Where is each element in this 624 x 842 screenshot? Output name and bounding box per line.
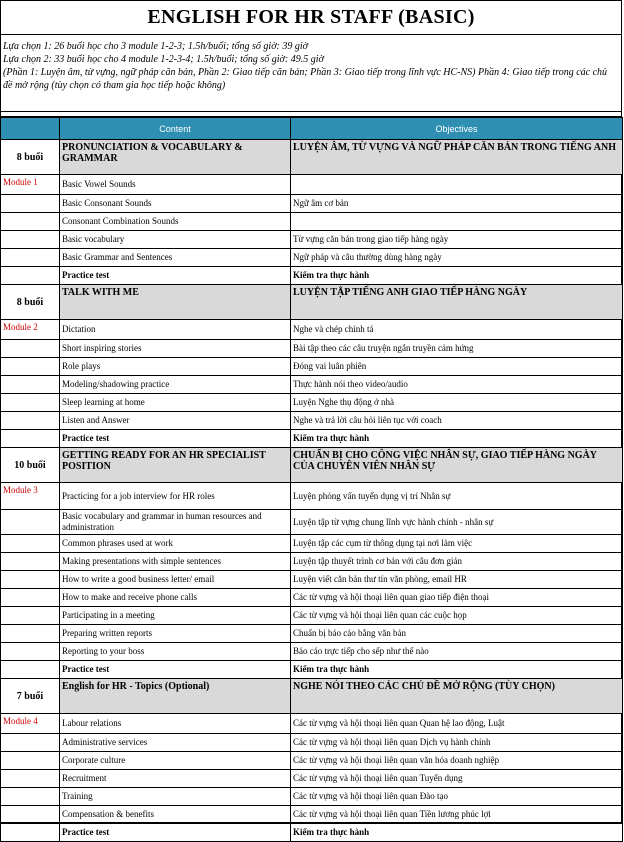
- objective-cell: Luyện viết căn bản thư tín văn phòng, email HR: [291, 571, 623, 589]
- content-cell: Short inspiring stories: [60, 340, 291, 358]
- objective-cell: Luyện tập thuyết trình cơ bản với câu đơn giản: [291, 553, 623, 571]
- objective-cell: Thực hành nói theo video/audio: [291, 376, 623, 394]
- table-row: [1, 589, 623, 607]
- content-cell: Compensation & benefits: [60, 806, 291, 824]
- content-cell: How to make and receive phone calls: [60, 589, 291, 607]
- empty-cell: [1, 770, 60, 788]
- objective-cell: Kiểm tra thực hành: [291, 661, 623, 679]
- table-body: [1, 140, 623, 842]
- empty-cell: [1, 661, 60, 679]
- table-row: [1, 714, 623, 734]
- table-row: [1, 213, 623, 231]
- table-row: [1, 267, 623, 285]
- empty-cell: [1, 752, 60, 770]
- table-row: [1, 340, 623, 358]
- table-row: [1, 249, 623, 267]
- empty-cell: [1, 571, 60, 589]
- objective-cell: Báo cáo trực tiếp cho sếp như thế nào: [291, 643, 623, 661]
- header-objectives: Objectives: [291, 118, 623, 140]
- table-row: [1, 412, 623, 430]
- section-objective: NGHE NÓI THEO CÁC CHỦ ĐỀ MỞ RỘNG (TÙY CHỌN): [291, 679, 623, 714]
- section-heading: PRONUNCIATION & VOCABULARY & GRAMMAR: [60, 140, 291, 175]
- objective-cell: Chuẩn bị báo cáo bằng văn bản: [291, 625, 623, 643]
- empty-cell: [1, 394, 60, 412]
- content-cell: Reporting to your boss: [60, 643, 291, 661]
- objective-cell: Các từ vựng và hội thoại liên quan giao tiếp điện thoại: [291, 589, 623, 607]
- table-row: [1, 358, 623, 376]
- empty-cell: [1, 412, 60, 430]
- objective-cell: Các từ vựng và hội thoại liên quan các cuộc họp: [291, 607, 623, 625]
- empty-cell: [1, 607, 60, 625]
- table-row: [1, 643, 623, 661]
- content-cell: Basic vocabulary and grammar in human resources and administration: [60, 510, 291, 535]
- content-cell: Basic Consonant Sounds: [60, 195, 291, 213]
- content-cell: Practicing for a job interview for HR roles: [60, 483, 291, 510]
- content-cell: Basic Vowel Sounds: [60, 175, 291, 195]
- intro-option-2: Lựa chọn 2: 33 buổi học cho 4 module 1-2-3-4; 1.5h/buổi; tổng số giờ: 49.5 giờ: [3, 54, 324, 65]
- table-row: [1, 376, 623, 394]
- content-cell: Role plays: [60, 358, 291, 376]
- content-cell: Labour relations: [60, 714, 291, 734]
- table-row: [1, 806, 623, 824]
- section-header-row: [1, 679, 623, 714]
- objective-cell: Các từ vựng và hội thoại liên quan Đào tạo: [291, 788, 623, 806]
- content-cell: Modeling/shadowing practice: [60, 376, 291, 394]
- intro-block: [1, 35, 621, 112]
- objective-cell: Từ vựng căn bản trong giao tiếp hàng ngày: [291, 231, 623, 249]
- objective-cell: Luyện phỏng vấn tuyển dụng vị trí Nhân sự: [291, 483, 623, 510]
- section-objective: LUYỆN TẬP TIẾNG ANH GIAO TIẾP HÀNG NGÀY: [291, 285, 623, 320]
- section-header-row: [1, 285, 623, 320]
- empty-cell: [1, 430, 60, 448]
- empty-cell: [1, 213, 60, 231]
- table-row: [1, 625, 623, 643]
- table-row: [1, 231, 623, 249]
- objective-cell: Luyện tập các cụm từ thông dụng tại nơi làm việc: [291, 535, 623, 553]
- content-cell: Recruitment: [60, 770, 291, 788]
- content-cell: Corporate culture: [60, 752, 291, 770]
- objective-cell: Luyện tập từ vựng chung lĩnh vực hành chính - nhân sự: [291, 510, 623, 535]
- content-cell: Basic vocabulary: [60, 231, 291, 249]
- objective-cell: Các từ vựng và hội thoại liên quan Tuyển dụng: [291, 770, 623, 788]
- module-label: Module 4: [1, 714, 60, 734]
- intro-parts-note: (Phần 1: Luyện âm, từ vựng, ngữ pháp căn bản, Phần 2: Giao tiếp căn bản; Phần 3: Giao tiếp trong lĩnh vực HC-NS) Phần 4: Giao tiếp trong các chủ đề mở rộng (tùy chọn có tham gia học tiếp hoặc không): [3, 67, 608, 91]
- empty-cell: [1, 340, 60, 358]
- table-row: [1, 430, 623, 448]
- objective-cell: Các từ vựng và hội thoại liên quan văn hóa doanh nghiệp: [291, 752, 623, 770]
- objective-cell: Kiểm tra thực hành: [291, 824, 623, 842]
- module-label: Module 3: [1, 483, 60, 510]
- section-objective: LUYỆN ÂM, TỪ VỰNG VÀ NGỮ PHÁP CĂN BẢN TRONG TIẾNG ANH: [291, 140, 623, 175]
- table-row: [1, 483, 623, 510]
- objective-cell: [291, 213, 623, 231]
- section-heading: English for HR - Topics (Optional): [60, 679, 291, 714]
- empty-cell: [1, 806, 60, 824]
- content-cell: Practice test: [60, 430, 291, 448]
- table-row: [1, 175, 623, 195]
- section-heading: TALK WITH ME: [60, 285, 291, 320]
- session-count: 8 buổi: [1, 140, 60, 175]
- content-cell: Sleep learning at home: [60, 394, 291, 412]
- content-cell: How to write a good business letter/ email: [60, 571, 291, 589]
- content-cell: Training: [60, 788, 291, 806]
- empty-cell: [1, 734, 60, 752]
- content-cell: Listen and Answer: [60, 412, 291, 430]
- table-row: [1, 824, 623, 842]
- table-row: [1, 571, 623, 589]
- objective-cell: Các từ vựng và hội thoại liên quan Tiền lương phúc lợi: [291, 806, 623, 824]
- objective-cell: Đóng vai luân phiên: [291, 358, 623, 376]
- content-cell: Making presentations with simple sentences: [60, 553, 291, 571]
- objective-cell: Nghe và chép chính tả: [291, 320, 623, 340]
- session-count: 10 buổi: [1, 448, 60, 483]
- content-cell: Practice test: [60, 661, 291, 679]
- module-label: Module 2: [1, 320, 60, 340]
- table-row: [1, 535, 623, 553]
- content-cell: Practice test: [60, 824, 291, 842]
- section-objective: CHUẨN BỊ CHO CÔNG VIỆC NHÂN SỰ, GIAO TIẾP HÀNG NGÀY CỦA CHUYÊN VIÊN NHÂN SỰ: [291, 448, 623, 483]
- table-row: [1, 553, 623, 571]
- curriculum-table: [0, 117, 623, 842]
- section-header-row: [1, 140, 623, 175]
- empty-cell: [1, 267, 60, 285]
- section-heading: GETTING READY FOR AN HR SPECIALIST POSITION: [60, 448, 291, 483]
- table-row: [1, 195, 623, 213]
- table-row: [1, 770, 623, 788]
- table-row: [1, 752, 623, 770]
- table-row: [1, 788, 623, 806]
- content-cell: Basic Grammar and Sentences: [60, 249, 291, 267]
- table-row: [1, 607, 623, 625]
- objective-cell: [291, 175, 623, 195]
- session-count: 7 buổi: [1, 679, 60, 714]
- empty-cell: [1, 358, 60, 376]
- table-row: [1, 394, 623, 412]
- content-cell: Dictation: [60, 320, 291, 340]
- empty-cell: [1, 788, 60, 806]
- content-cell: Participating in a meeting: [60, 607, 291, 625]
- content-cell: Practice test: [60, 267, 291, 285]
- empty-cell: [1, 553, 60, 571]
- objective-cell: Kiểm tra thực hành: [291, 430, 623, 448]
- objective-cell: Các từ vựng và hội thoại liên quan Quan hệ lao động, Luật: [291, 714, 623, 734]
- section-header-row: [1, 448, 623, 483]
- objective-cell: Nghe và trả lời câu hỏi liên tục với coach: [291, 412, 623, 430]
- empty-cell: [1, 625, 60, 643]
- objective-cell: Các từ vựng và hội thoại liên quan Dịch vụ hành chính: [291, 734, 623, 752]
- empty-cell: [1, 231, 60, 249]
- table-row: [1, 734, 623, 752]
- objective-cell: Ngữ âm cơ bản: [291, 195, 623, 213]
- empty-cell: [1, 535, 60, 553]
- content-cell: Consonant Combination Sounds: [60, 213, 291, 231]
- empty-cell: [1, 376, 60, 394]
- empty-cell: [1, 643, 60, 661]
- empty-cell: [1, 589, 60, 607]
- content-cell: Common phrases used at work: [60, 535, 291, 553]
- intro-option-1: Lựa chọn 1: 26 buổi học cho 3 module 1-2-3; 1.5h/buổi; tổng số giờ: 39 giờ: [3, 41, 308, 52]
- header-blank-cell: [1, 118, 60, 140]
- empty-cell: [1, 249, 60, 267]
- header-content: Content: [60, 118, 291, 140]
- table-row: [1, 661, 623, 679]
- session-count: 8 buổi: [1, 285, 60, 320]
- objective-cell: Bài tập theo các câu truyện ngắn truyền cảm hứng: [291, 340, 623, 358]
- table-row: [1, 510, 623, 535]
- content-cell: Administrative services: [60, 734, 291, 752]
- objective-cell: Ngữ pháp và câu thường dùng hàng ngày: [291, 249, 623, 267]
- objective-cell: Kiểm tra thực hành: [291, 267, 623, 285]
- content-cell: Preparing written reports: [60, 625, 291, 643]
- module-label: Module 1: [1, 175, 60, 195]
- document-title: ENGLISH FOR HR STAFF (BASIC): [1, 1, 621, 35]
- empty-cell: [1, 824, 60, 842]
- table-header-row: [1, 118, 623, 140]
- empty-cell: [1, 510, 60, 535]
- table-row: [1, 320, 623, 340]
- objective-cell: Luyện Nghe thụ động ở nhà: [291, 394, 623, 412]
- empty-cell: [1, 195, 60, 213]
